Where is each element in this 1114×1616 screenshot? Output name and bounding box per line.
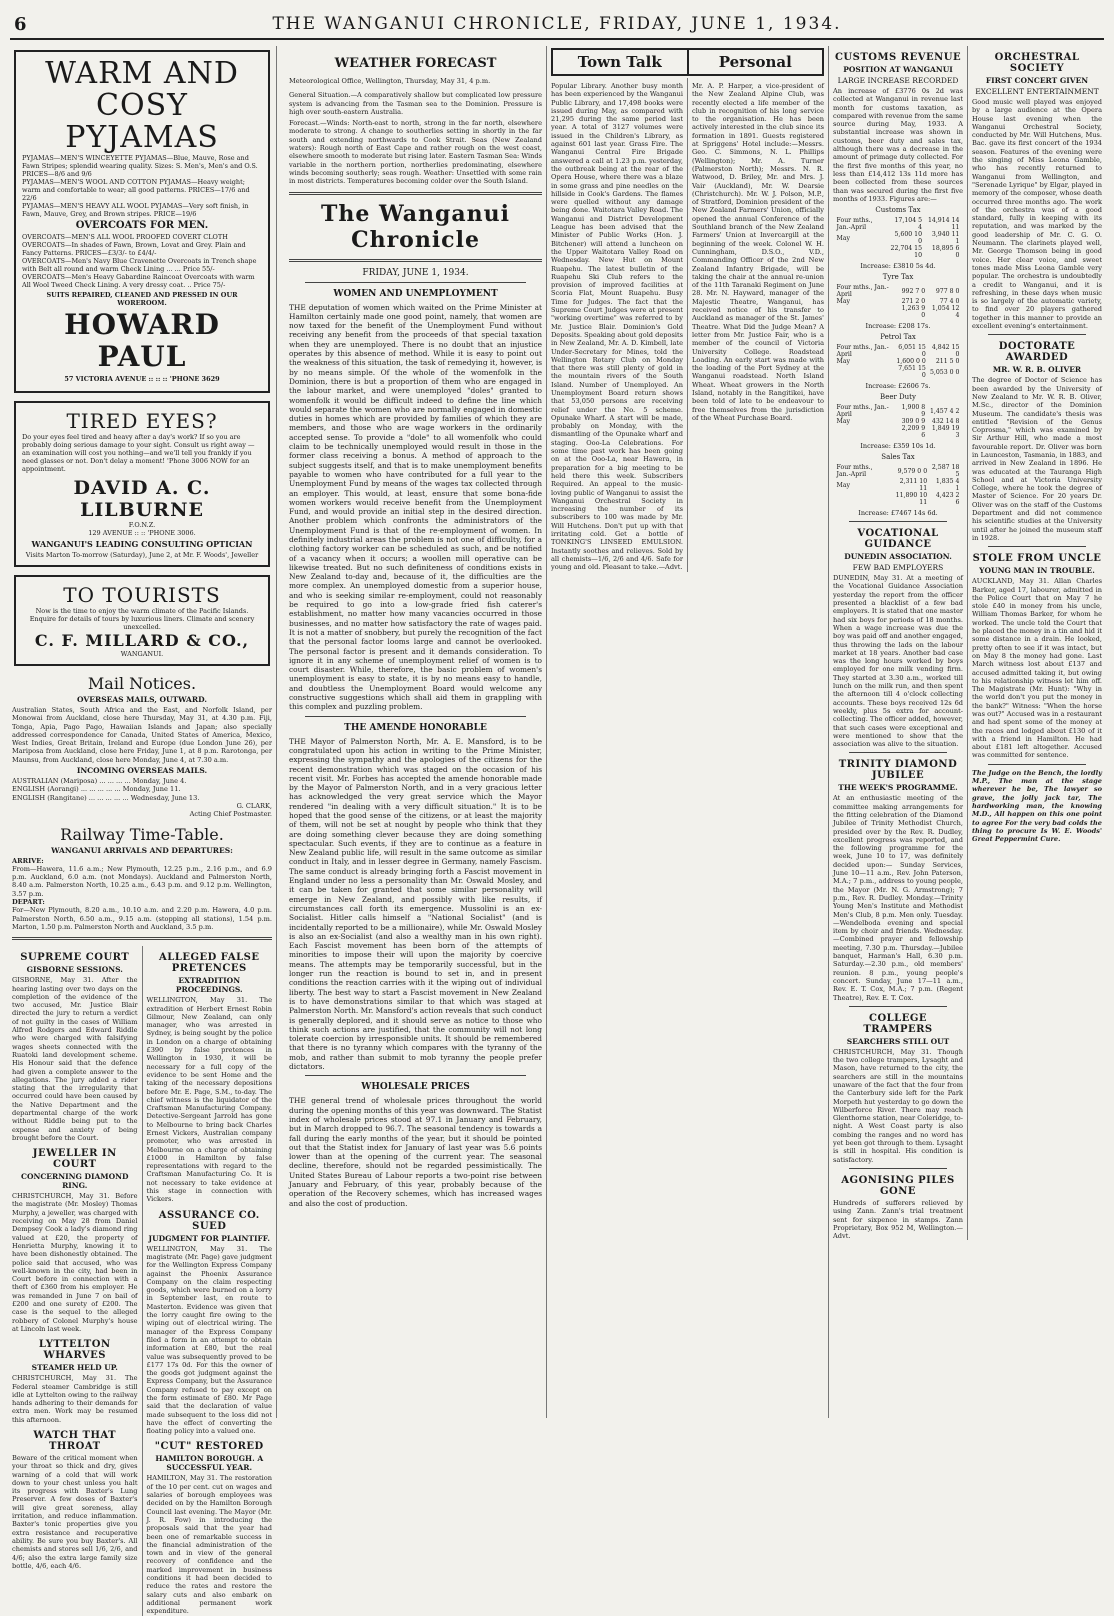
article-text: Beware of the critical moment when your throat so thick and dry, gives warning of a cold that will work down to your chest unless you halt its progress with Baxter's Lung Preserver. A few doses of Baxter's will give great soreness, allay irritation, and reduce inflammation. Baxter's tonic properties give you extra resistance and recuperative ability. Be sure you buy Baxter's. All chemists and stores sell 1/6, 2/6, and 4/6; also the extra large family size bottle, 4/6, each 4/6. (12, 1454, 138, 1570)
optician-ad (14, 401, 270, 567)
table-cell: 7,651 15 0 (898, 365, 926, 380)
table-cell: 9,579 0 0 (897, 467, 928, 475)
orchestral-sub2: EXCELLENT ENTERTAINMENT (975, 87, 1099, 96)
divider (289, 259, 542, 262)
article-text: GISBORNE, May 31. After the hearing lasting over two days on the completion of the evidence of the two accused, Mr. Justice Blair directed the jury to return a verdict of not guilty in the cases of William Alfred Rodgers and Edward Riddle who were charged with falsifying wages sheets connected with the Ruatoki land development scheme. His Honour said that the defence had given a complete answer to the allegations. The jury added a rider stating that the irregularity that occurred could have been caused by the Native Department and the departmental charge of the work without Riddle being put to the expense and anxiety of being brought before the Court. (12, 976, 138, 1142)
customs-table-title: Tyre Tax (882, 273, 914, 282)
article-text: CHRISTCHURCH, May 31. Before the magistrate (Mr. Mosley) Thomas Murphy, a jeweller, was charged with receiving on May 28 from Daniel Dempsey Cook a lady's diamond ring valued at £20, the property of Henrietta Murphy, knowing it to have been dishonestly obtained. The police said that accused, who was well-known in the city, had been in Court before in connection with a theft of £360 from his employer. He was remanded in June 7 on bail of £200 and one surety of £200. The case is the sequel to the alleged robbery of Colonel Murphy's house at Lincoln last week. (12, 1192, 138, 1333)
divider (12, 937, 272, 940)
table-cell: Four mths., Jan.-April (836, 344, 889, 359)
personal-text: Mr. A. P. Harper, a vice-president of the New Zealand Alpine Club, was recently elected a life member of the club in recognition of his long service to the organisation. He has been actively interested in the club since its formation in 1891. Guests registered at Spriggens' Hotel include:—Messrs. Geo. C. Simmons, N. L. Phillips (Wellington); Mr. A. Turner (Palmerston North); Messrs. N. R. Watwood, D. Briley, Mr. and Mrs. J. Vair (Auckland), Mr. W. Dearsie (Christchurch). Mr. W. J. Polson, M.P., of Stratford, Dominion president of the New Zealand Farmers' Union, officially opened the annual Conference of the Southland branch of the New Zealand Farmers' Union at Invercargill at the beginning of the week. Colonel W. H. Cunningham, D.S.O., V.D., Commanding Officer of the 2nd New Zealand Infantry Brigade, will be taking the chair at the annual re-union of the 11th Taranaki Regiment on June 28. Mr. N. Hayward, manager of the Majestic Theatre, Wanganui, has received notice of his transfer to Auckland as manager of the St. James' Theatre. What Did the Judge Mean? A letter from Mr. Justice Fair, who is a member of the council of Victoria University College. Roadstead Loading. An early start was made with the loading of the Port Sydney at the Wanganui roadstead. North Island Wheat. Wheat growers in the North Island, notably in the Rangitikei, have been told of late to be endeavour to free themselves from the jurisdiction of the Wheat Purchase Board. (692, 82, 824, 422)
editorial-date: FRIDAY, JUNE 1, 1934. (362, 267, 469, 278)
pyjamas-headline1: WARM AND COSY (45, 56, 239, 123)
rail-subtitle: WANGANUI ARRIVALS AND DEPARTURES: (51, 845, 233, 855)
optician-visits: Visits Marton To-morrow (Saturday), June 2, at Mr. F. Woods', Jeweller (25, 551, 259, 559)
article-text: WELLINGTON, May 31. The extradition of Herbert Ernest Robin Gilmour, New Zealand, can only manager, who was arrested in Sydney, is being sought by the police in London on a charge of obtaining £390 by false pretences in Wellington in 1930, it will be necessary for a full copy of the evidence to be sent Home and the taking of the necessary depositions before Mr. E. Page, S.M., to-day. The chief witness is the liquidator of the Craftsman Manufacturing Company. Detective-Sergeant Jarrold has gone to Melbourne to bring back Charles Ernest Vickers, Australian company promoter, who was arrested in Melbourne on a charge of obtaining £1000 in Hamilton by false representations with regard to the Craftsman Manufacturing Co. It is not necessary to take evidence at this stage in connection with Vickers. (146, 996, 272, 1204)
news-right-left (829, 46, 967, 1240)
optician-name: DAVID A. C. LILBURNE (73, 477, 211, 521)
news-split (8, 946, 276, 1615)
table-cell (835, 425, 897, 439)
customs-sub: POSITION AT WANGANUI (843, 65, 953, 74)
vocational-head: VOCATIONAL GUIDANCE (857, 528, 939, 551)
shop-address: 57 VICTORIA AVENUE :: :: :: 'PHONE 3629 (64, 375, 220, 383)
orchestral-text: Good music well played was enjoyed by a large audience at the Opera House last evening when the Wanganui Orchestral Society, conducted by Mr. Will Hutchens, Mus. Bac. gave its first concert of the 1934 season. Features of the evening were the singing of Miss Leona Gamble, who has recently returned to Wanganui from Wellington, and "Serenade Lyrique" by Elgar, played in memory of the composer, whose death occurred three months ago. The work of the orchestra was of a good standard, fully in keeping with its reputation, and was marked by the good leadership of Mr. C. G. O. Neumann. The clarinets played well, Mr. George Thomson being in good voice. Her clear voice, and sweet tones made Miss Leona Gamble very popular. The orchestra is undoubtedly a credit to Wanganui, and it is refreshing, in these days when music is so largely of the automatic variety, to find over 20 players gathered together in this manner to provide an excellent evening's entertainment. (972, 98, 1102, 331)
table-cell: 5,053 0 0 (929, 368, 960, 376)
tourists-name: C. F. MILLARD & CO., (34, 631, 250, 650)
optician-text: Do your eyes feel tired and heavy after a day's work? If so you are probably doing serious damage to your sight. Consult us right away —an examination will cost you nothing—and we'll tell you frankly if you need glasses or not. Don't delay a moment! 'Phone 3006 NOW for an appointment. (22, 433, 255, 473)
vocational-text: DUNEDIN, May 31. At a meeting of the Vocational Guidance Association yesterday the report from the officer presented a blacklist of a few bad employers. It is stated that one master had six boys for periods of 18 months. When a wage increase was due the boy was paid off and another engaged, thus throwing the lads on the labour market at 18 years. Another bad case was the long hours worked by boys employed for one milk vending firm. They started at 3.30 a.m., worked till lunch on the milk run, and then spent the afternoon till 4 o'clock collecting accounts. These boys received 12s 6d weekly, plus 5s extra for account-collecting. The officer added, however, that such cases were exceptional and were mentioned to show that the association was alive to the situation. (833, 574, 963, 749)
weather-general: General Situation.—A comparatively shallow but complicated low pressure system is advancing from the Tasman sea to the Dominion. Pressure is high over south-eastern Australia. (289, 91, 542, 116)
table-cell: 271 2 0 (901, 298, 926, 306)
tramps-head: COLLEGE TRAMPERS (863, 1012, 933, 1035)
divider (305, 716, 526, 717)
jubilee-sub: THE WEEK'S PROGRAMME. (838, 783, 958, 793)
table-cell: 11,890 10 11 (895, 492, 928, 507)
rail-title: Railway Time-Table. (60, 824, 224, 844)
column-ads (8, 46, 276, 1616)
table-row (835, 425, 962, 439)
newspaper-title: THE WANGANUI CHRONICLE, FRIDAY, JUNE 1, 1934. (272, 14, 842, 34)
table-cell (835, 305, 897, 319)
table-cell: 18,895 6 0 (931, 245, 960, 260)
table-cell: 977 8 0 (935, 287, 960, 295)
tourists-text: Now is the time to enjoy the warm climate of the Pacific Islands. Enquire for details of tours by luxurious liners. Climate and scenery unexcelled. (29, 607, 255, 631)
mail-inward-line: ENGLISH (Aorangi) ... ... ... ... ... Monday, June 11. (12, 785, 181, 794)
editorial-head: WHOLESALE PRICES (361, 1082, 470, 1093)
tramps-sub: SEARCHERS STILL OUT (846, 1036, 950, 1046)
doctorate-text: The degree of Doctor of Science has been awarded by the University of New Zealand to Mr. W. R. B. Oliver, M.Sc., director of the Dominion Museum. The candidate's thesis was entitled "Revision of the Genus Coprosma," which was examined by Sir Arthur Hill, who made a most favourable report. Dr. Oliver was born in Launceston, Tasmania, in 1883, and arrived in New Zealand in 1896. He was educated at the Tauranga High School and at Victoria University College, where he took the degree of Master of Science. For 20 years Dr. Oliver was on the staff of the Customs Department and did not commence his scientific studies at the University until after he joined the museum staff in 1928. (972, 376, 1102, 542)
article-head: "CUT" RESTORED (154, 1441, 264, 1453)
table-cell: 4,842 15 0 (931, 344, 960, 359)
customs-increase: Increase: £3810 5s 4d. (860, 262, 936, 271)
customs-increase: Increase: £359 10s 1d. (860, 442, 936, 451)
customs-table-title: Beer Duty (880, 393, 916, 402)
jubilee-text: At an enthusiastic meeting of the committee making arrangements for the fitting celebration of the Diamond Jubilee of Trinity Methodist Church, presided over by the Rev. R. Dudley, excellent progress was reported, and the following programme for the week, June 10 to 17, was definitely decided upon:— Sunday Services, June 10—11 a.m., Rev. John Paterson, M.A.; 7 p.m., address to young people, the Mayor (Mr. N. G. Armstrong); 7 p.m., Rev. R. Dudley. Monday.—Trinity Young Men's Institute and Methodist Men's Club, 8 p.m. Men only. Tuesday.—Wendelboda evening and special item by choir and friends. Wednesday.—Combined prayer and fellowship meeting, 7.30 p.m. Thursday.—Jubilee banquet, Harman's Hall, 6.30 p.m. Saturday.—2.30 p.m., old members' reunion. 8 p.m., young people's concert. Sunday, June 17—11 a.m., Rev. E. T. Cox, M.A.; 7 p.m. (Regent Theatre), Rev. E. T. Cox. (833, 794, 963, 1002)
suits-line: SUITS REPAIRED, CLEANED AND PRESSED IN OUR WOREROOM. (46, 291, 238, 307)
town-talk-split (547, 78, 828, 572)
table-row (835, 478, 962, 492)
divider (849, 521, 947, 522)
table-cell: 211 5 0 (935, 358, 960, 366)
divider (988, 546, 1086, 547)
optician-address: 129 AVENUE :: :: 'PHONE 3006. (88, 529, 196, 537)
table-cell: May (836, 481, 851, 489)
pyjamas-ad (14, 50, 270, 393)
town-talk-title: Town Talk (577, 53, 662, 71)
mail-inward-line: AUSTRALIAN (Mariposa) ... ... ... ... Monday, June 4. (12, 777, 187, 786)
divider (305, 282, 526, 283)
personal-title: Personal (687, 50, 823, 74)
table-cell (835, 245, 887, 259)
table-row (835, 358, 962, 365)
table-cell: 22,704 15 10 (890, 245, 923, 260)
divider (849, 1006, 947, 1007)
table-row (835, 404, 962, 418)
article-text: HAMILTON, May 31. The restoration of the 10 per cent. cut on wages and salaries of borough employees was decided on by the Hamilton Borough Council last evening. The Mayor (Mr. J. R. Fow) in introducing the proposals said that the year had been one of remarkable success in the financial administration of the town and in view of the general recovery of confidence and the marked improvement in business conditions it had been decided to reduce the rates and restore the salary cuts and also embark on additional permanent work expenditure. (146, 1474, 272, 1616)
stole-sub: YOUNG MAN IN TROUBLE. (979, 566, 1095, 576)
table-cell: 992 7 0 (901, 287, 926, 295)
table-cell: 14,914 14 11 (927, 217, 960, 232)
editorial-text: THE general trend of wholesale prices throughout the world during the opening months of this year was downward. The Statist index of wholesale prices stood at 97.1 in January and February, but in March dropped to 96.7. The seasonal tendency is towards a fall during the early months of the year, but it should be pointed out that the Statist index for January of last year was 5.6 points lower than at the opening of the current year. The seasonal decline, therefore, should not be regarded pessimistically. The United States Bureau of Labour reports a two-point rise between January and February, of this year, probably because of the operation of the Recovery schemes, which has increased wages and also the cost of production. (289, 1096, 542, 1208)
town-talk-left (547, 78, 687, 572)
customs-sub2: LARGE INCREASE RECORDED (837, 76, 959, 85)
pyjamas-headline2: PYJAMAS (65, 120, 219, 155)
rail-depart-head: DEPART: (12, 898, 45, 907)
table-cell: Four mths., Jan.-April (836, 284, 889, 299)
editorial-text: THE deputation of women which waited on the Prime Minister at Hamilton certainly made one good point, namely, that women are now taxed for the benefit of the Unemployment Fund without receiving any benefit from the proceeds of that special taxation when they are unemployed. There is no doubt that an injustice operates by this absence of method. While it is easy to point out the weakness of this situation, the task of remedying it, however, is by no means simple. Of the whole of the womenfolk in the Dominion, there is but a proportion of them who are engaged in the labour market, and were unemployed "doles" granted to womenfolk it would be difficult indeed to define the line which would separate the women who are normally engaged in domestic duties in homes which are provided by families of which they are members, and those who are wage workers in the ordinarily accepted sense. To provide a "dole" to all womenfolk who could claim to be technically unemployed would result in those in the former class receiving a bonus. A method of approach to the subject suggests itself, and that is to make unemployment benefits payable to women who have contributed for a full year to the Unemployment Fund by means of the wages tax collected through an employer. This would, at least, ensure that some bona-fide women workers would receive benefit from the Unemployment Fund, and would provide an initial step in the desired direction. Another problem which confronts the administrators of the Unemployment Fund is that of the re-employment of women. In definitely industrial areas the problem is not one of difficulty, for a clothing factory worker can be scheduled as such, and be notified of a vacancy when it occurs; a woollen mill operative can be likewise treated. But no such definiteness of conditions exists in New Zealand to-day and, because of it, the difficulties are the more complex. An unemployed domestic from a superior house, and who is seeking similar re-employment, could not reasonably be required to go into a low-grade fried fish caterer's establishment, no matter how many vacancies occurred in those businesses, and no matter how satisfactory the rate of wages paid. It is not a matter of snobbery, but purely the recognition of the fact that the personal factor looms large and cannot be overlooked. The personal factor is present and it demands consideration. To ignore it in any scheme of unemployment relief of women is to court disaster. While, therefore, the basic problem of women's unemployment is easy to state, it is by no means easy to handle, and doubtless the Unemployment Board would welcome any constructive suggestions which shall aid them in grappling with this complex and puzzling problem. (289, 302, 542, 712)
table-cell: Four mths., Jan.-April (836, 217, 873, 232)
table-cell: 4,423 2 6 (935, 492, 960, 507)
column-news (828, 46, 1106, 1418)
table-cell: 5,600 10 0 (894, 231, 923, 246)
orchestral-head: ORCHESTRAL SOCIETY (994, 52, 1080, 74)
rail-depart-text: For—New Plymouth, 8.20 a.m., 10.10 a.m. and 2.20 p.m. Hawera, 4.0 p.m. Palmerston North, 6.50 a.m., 9.15 a.m. (stopping all stations), 1.54 p.m. Marton, 1.50 p.m. Palmerston North and Auckland, 3.5 p.m. (12, 906, 272, 931)
editorial-head: THE AMENDE HONORABLE (344, 722, 487, 733)
overcoats-head: OVERCOATS FOR MEN. (75, 220, 209, 231)
mail-inward-head: INCOMING OVERSEAS MAILS. (76, 766, 208, 776)
table-cell: 1,457 4 2 (929, 407, 960, 415)
table-row (835, 418, 962, 425)
tourists-ad (14, 575, 270, 666)
rail-arrive-head: ARRIVE: (12, 856, 44, 865)
table-cell: 1,900 8 9 (901, 404, 926, 419)
divider (849, 752, 947, 753)
town-talk-banner (551, 48, 824, 76)
weather-title: WEATHER FORECAST (334, 56, 497, 71)
table-cell: May (836, 358, 851, 366)
column-town-talk (546, 46, 828, 1418)
editorial-text: THE Mayor of Palmerston North, Mr. A. E. Mansford, is to be congratulated upon his action in writing to the Prime Minister, expressing the sympathy and the apologies of the citizens for the recent demonstration which was staged on the occasion of his recent visit. Mr. Forbes has accepted the amende honorable made by the Mayor of Palmerston North, and in a very gracious letter has acknowledged the very great service which the Mayor rendered "in dealing with a very difficult situation." It is to be hoped that the good sense of the citizens, or at least the majority of them, will not be set at nought by people who think that they are doing something clever because they are doing something spectacular. Such events, if they are to continue as a feature in New Zealand public life, will result in the same outcome as similar conduct in Italy, and in lesser degree in Germany, namely Fascism. The same conduct is already bringing forth a Fascist movement in England under no less a personality than Mr. Oswald Mosley, and it can be taken for granted that some similar personality will emerge in New Zealand, and possibly with like results, if circumstances call forth its emergence. Mussolini is an ex-Socialist. Hitler calls himself a "National Socialist" (and is incidentally reported to be a millionaire), while Mr. Oswald Mosley is also an ex-Socialist (and also a wealthy man in his own right). Each Fascist movement has been born of the attempts of minorities to impose their will upon the majority by coercive means. The attempts may be temporarily successful, but in the longer run the reaction is bound to set in, and in present conditions the reaction carries with it the wiping out of individual liberty. The best way to start a Fascist movement in New Zealand is to have demonstrations similar to that which was staged at Palmerston North. Mr. Mansford's action reveals that such conduct is generally deplored, and it should serve as notice to those who think such actions are justified, that the community will not long tolerate coercion by irresponsible units. It should be remembered that there is no tyranny which compares with the tyranny of the mob, and rather than submit to mob tyranny the people prefer dictators. (289, 736, 542, 1072)
table-cell: Four mths., Jan.-April (836, 404, 889, 419)
table-cell: 1,849 19 3 (931, 425, 960, 440)
table-row (835, 464, 962, 478)
customs-increase: Increase: £2606 7s. (865, 382, 931, 391)
weather-forecast: Forecast.—Winds: North-east to north, strong in the far north, elsewhere moderate to strong. A change to southerlies setting in shortly in the far south and extending northwards to Cook Strait. Seas (New Zealand waters): Rough north of East Cape and rather rough on the west coast, elsewhere smooth to moderate but rising later. Eastern Tasman Sea: Winds variable in the northern portion, northerlies predominating, elsewhere winds becoming southerly; seas rough. Weather: Unsettled with some rain in most districts. Temperatures becoming colder over the South Island. (289, 119, 542, 186)
pyjamas-line: PYJAMAS—MEN'S WINCEYETTE PYJAMAS—Blue, Mauve, Rose and Fawn Stripes; splendid wearing quality. Sizes: S. Men's, Men's and O.S. PRICES—8/6 and 9/6 (22, 154, 258, 178)
table-cell: 2,209 9 6 (901, 425, 926, 440)
customs-table (835, 217, 962, 259)
table-cell: 1,835 4 1 (935, 478, 960, 493)
table-cell: 1,600 0 0 (896, 358, 926, 366)
article-text: WELLINGTON, May 31. The magistrate (Mr. Page) gave judgment for the Wellington Express Company against the Phoenix Assurance Company on the claim respecting goods, which were burned on a lorry in September last, en route to Masterton. Evidence was given that the lorry caught fire owing to the wiping out of electrical wiring. The manager of the Express Company filed a form in an attempt to obtain information at £80, but the real value was subsequently proved to be £177 17s 0d. For this the owner of the goods got judgment against the Express Company, but the Assurance Company refused to pay except on the form estimate of £80. Mr Page said that the declaration of value made subsequent to the loss did not have the effect of converting the floating policy into a valued one. (146, 1244, 272, 1436)
customs-table (835, 404, 962, 439)
weather-source: Meteorological Office, Wellington, Thursday, May 31, 4 p.m. (289, 77, 491, 85)
article-sub: EXTRADITION PROCEEDINGS. (175, 976, 243, 995)
town-talk-text: Popular Library. Another busy month has been experienced by the Wanganui Public Library, and 17,498 books were issued during May, as compared with 21,295 during the same period last year. A total of 3127 volumes were issued in the Children's Library, as against 601 last year. Grass Fire. The Wanganui Central Fire Brigade answered a call at 1.23 p.m. yesterday, the outbreak being at the rear of the Opera House, where there was a blaze in some grass and pine needles on the hillside in Cook's Gardens. The flames were quelled without any damage being done. Waitotara Valley Road. The Wanganui and District Development League has been advised that the Minister of Public Works (Hon. J. Bitchener) will attend a luncheon on the Upper Waitotara Valley Road on Wednesday. New Hut on Mount Ruapehu. The latest bulletin of the Ruapehu Ski Club refers to the provision of improved facilities at Scoria Flat, Mount Ruapehu. Busy Time for Judges. The fact that the Supreme Court Judges were at present "working overtime" was referred to by Mr. Justice Blair. Dominion's Gold Deposits. Speaking about gold deposits in New Zealand, Mr. A. D. Kimbell, late Under-Secretary for Mines, told the Wellington Rotary Club on Monday that there was still plenty of gold in the mountain rivers of the South Island. Number of Unemployed. An Unemployment Board return shows that 53,050 persons are receiving relief under the No. 5 scheme. Opunake Wharf. A start will be made, probably on Monday, with the dismantling of the Opunake wharf and staging. Ooo-La Celebrations. For some time past work has been going on at the Ooo-La, near Hawera, in preparation for a big meeting to be held there this week. Subscribers Required. An appeal to the music-loving public of Wanganui to assist the Wanganui Orchestral Society in increasing the number of its subscribers to 100 was made by Mr. Will Hutchens. Don't put up with that irritating cold. Get a bottle of TONKING'S LINSEED EMULSION. Instantly soothes and relieves. Sold by all chemists—1/6, 2/6 and 4/6. Safe for young and old. Pleasant to take.—Advt. (551, 82, 683, 572)
optician-quals: F.O.N.Z. (128, 521, 156, 529)
town-talk-right (687, 78, 828, 572)
table-cell: 2,587 18 5 (931, 464, 960, 479)
rail-arrive-text: From—Hawera, 11.6 a.m.; New Plymouth, 12.25 p.m., 2.16 p.m., and 6.9 p.m. Auckland, 6.0 a.m. (not Mondays). Auckland and Palmerston North, 8.40 a.m. Palmerston North, 10.25 a.m., 6.43 p.m. and 9.12 p.m. Wellington, 3.57 p.m. (12, 864, 272, 898)
table-cell (835, 365, 895, 379)
piles-head: AGONISING PILES GONE (841, 1174, 955, 1197)
optician-tagline: WANGANUI'S LEADING CONSULTING OPTICIAN (31, 539, 253, 549)
customs-table-title: Petrol Tax (880, 333, 916, 342)
customs-table (835, 344, 962, 379)
optician-headline: TIRED EYES? (66, 409, 218, 433)
divider (305, 1075, 526, 1076)
article-head: ASSURANCE CO. SUED (158, 1209, 260, 1232)
tourists-headline: TO TOURISTS (63, 583, 221, 607)
overcoat-line: OVERCOATS—MEN'S ALL WOOL PROOFED COVERT CLOTH OVERCOATS—In shades of Fawn, Brown, Lovat and Grey. Plain and Fancy Patterns. PRICES—£3/3/- to £4/4/- (22, 233, 246, 257)
article-sub: JUDGMENT FOR PLAINTIFF. (148, 1233, 270, 1243)
divider (988, 764, 1086, 765)
article-sub: STEAMER HELD UP. (31, 1363, 118, 1373)
news-split-right (142, 946, 277, 1615)
news-right-split (829, 46, 1106, 1240)
article-head: ALLEGED FALSE PRETENCES (159, 952, 260, 975)
orchestral-sub: FIRST CONCERT GIVEN (985, 76, 1089, 85)
table-cell: 3,940 11 1 (931, 231, 960, 246)
mail-outward-text: Australian States, South Africa and the East, and Norfolk Island, per Monowai from Auckland, close here Thursday, May 31, at 4.30 p.m. Fiji, Tonga, Apia, Pago Pago, Hawaiian Islands and Japan; also specially addressed correspondence for Canada, United States of America, Mexico, West Indies, Great Britain, Ireland and Europe (due London June 26), per Mariposa from Auckland, close here Friday, June 1, at 8 p.m. Rarotonga, per Maunsu, from Auckland, close here Monday, June 4, at 7.30 a.m. (12, 706, 272, 764)
table-row (835, 231, 962, 245)
news-right-right (967, 46, 1106, 1240)
table-row (835, 298, 962, 305)
table-cell: May (836, 418, 851, 426)
article-sub: CONCERNING DIAMOND RING. (20, 1172, 129, 1191)
customs-tables (829, 206, 967, 517)
mail-inward-line: ENGLISH (Rangitane) ... ... ... ... ... Wednesday, June 13. (12, 793, 200, 802)
table-cell: 1,054 12 4 (931, 305, 960, 320)
divider (289, 192, 542, 195)
customs-head: CUSTOMS REVENUE (834, 52, 962, 63)
table-cell: 2,311 10 11 (899, 478, 928, 493)
news-split-left (8, 946, 142, 1615)
mail-outward-head: OVERSEAS MAILS, OUTWARD. (77, 695, 207, 704)
article-head: JEWELLER IN COURT (32, 1148, 117, 1171)
piles-text: Hundreds of sufferers relieved by using Zann. Zann's trial treatment sent for sixpence in stamps. Zann Proprietary, Box 952 M, Wellington.—Advt. (833, 1198, 963, 1241)
doctorate-sub: MR. W. R. B. OLIVER (992, 365, 1082, 375)
table-cell: 77 4 0 (939, 298, 960, 306)
shop-name: HOWARD PAUL (64, 308, 220, 373)
table-cell (835, 492, 891, 506)
tourists-town: WANGANUI. (120, 650, 164, 658)
pyjamas-line: PYJAMAS—MEN'S HEAVY ALL WOOL PYJAMAS—Very soft finish, in Fawn, Mauve, Grey, and Brown stripes. PRICE—19/6 (22, 202, 249, 218)
stole-text: AUCKLAND, May 31. Allan Charles Barker, aged 17, labourer, admitted in the Police Court that on May 7 he stole £40 in money from his uncle, William Thomas Barker, for whom he worked. The uncle told the Court that he placed the money in a tin and hid it some distance in a drain. He looked, pretty often to see if it was intact, but on May 8 the money had gone. Last March witness lost about £137 and accused admitted taking it, but owing to his relationship witness let him off. The Magistrate (Mr. Hunt): "Why in the world don't you put the money in the bank?" Witness: "When the horse was out?" Accused was in a restaurant and had spent some of the money at the races and lodged about £130 of it with a friend in Hamilton. He had about £181 left altogether. Accused was committed for sentence. (972, 577, 1102, 760)
article-head: LYTTELTON WHARVES (38, 1339, 111, 1362)
table-cell: 17,104 5 4 (894, 217, 923, 232)
divider (988, 334, 1086, 335)
masthead-rule (10, 38, 1104, 40)
paper-name: The Wanganui Chronicle (320, 200, 511, 253)
table-cell: May (836, 298, 851, 306)
table-cell: 1,263 9 0 (901, 305, 926, 320)
customs-intro: An increase of £3776 0s 2d was collected at Wanganui in revenue last month for customs taxation, as compared with revenue from the same source during May, 1933. A substantial increase was shown in customs, beer duty and sales tax, although there was a decrease in the amount of primage duty collected. For the first five months of this year, no less than £14,412 13s 11d more has been collected from these sources than was secured during the first five months of 1933. Figures are:— (833, 87, 963, 203)
customs-increase: Increase: £7467 14s 6d. (858, 509, 938, 518)
doctorate-head: DOCTORATE AWARDED (998, 341, 1076, 364)
table-cell: May (836, 234, 851, 242)
customs-table-title: Customs Tax (875, 206, 921, 215)
article-head: WATCH THAT THROAT (33, 1430, 117, 1452)
customs-table (835, 284, 962, 319)
table-cell: 6,051 15 0 (898, 344, 926, 359)
table-row (835, 217, 962, 231)
tramps-text: CHRISTCHURCH, May 31. Though the two college trampers, Lysaght and Mason, have returned to the city, the searchers are still in the mountains unaware of the fact that the four from the Canterbury side left for the Park Morpeth hut yesterday to go down the Wilberforce River. There may reach Glenthorne station, near Coleridge, to-night. A West Coast party is also combing the ranges and no word has yet been got through to them. Lysaght is still in hospital. His condition is satisfactory. (833, 1047, 963, 1164)
article-head: SUPREME COURT (20, 952, 130, 964)
page-number: 6 (14, 14, 27, 35)
table-row (835, 245, 962, 259)
customs-increase: Increase: £208 17s. (865, 322, 931, 331)
table-cell: Four mths., Jan.-April (836, 464, 873, 479)
mail-title: Mail Notices. (87, 674, 197, 693)
editorial-head: WOMEN AND UNEMPLOYMENT (333, 288, 498, 299)
mail-signoff: G. CLARK, (236, 801, 272, 810)
mail-signoff-role: Acting Chief Postmaster. (189, 810, 272, 819)
table-row (835, 344, 962, 358)
article-text: CHRISTCHURCH, May 31. The Federal steamer Cambridge is still idle at Lyttelton owing to the railway hands adhering to their demands for extra men. Work may be resumed this afternoon. (12, 1374, 138, 1424)
masthead (0, 0, 1114, 38)
stole-head: STOLE FROM UNCLE (972, 553, 1102, 565)
jubilee-head: TRINITY DIAMOND JUBILEE (838, 759, 958, 782)
table-row (835, 284, 962, 298)
table-row (835, 305, 962, 319)
divider (849, 1168, 947, 1169)
table-row (835, 365, 962, 379)
customs-table-title: Sales Tax (881, 453, 915, 462)
pyjamas-line: PYJAMAS—MEN'S WOOL AND COTTON PYJAMAS—Heavy weight; warm and comfortable to wear; all good patterns. PRICES—17/6 and 22/6 (22, 178, 250, 202)
article-sub: GISBORNE SESSIONS. (26, 965, 123, 975)
article-sub: HAMILTON BOROUGH. A SUCCESSFUL YEAR. (155, 1454, 264, 1473)
column-editorial (276, 46, 546, 1418)
peppermint-verse: The Judge on the Bench, the lordly M.P., The man at the stage wherever he be, The lawyer so grave, the jolly jack tar, The hardworking man, the knowing M.D., All happen on this one point to agree For the very bad colds the thing to procure Is W. E. Woods' Great Peppermint Cure. (972, 768, 1102, 844)
table-cell: 432 14 8 (931, 418, 960, 426)
table-row (835, 492, 962, 506)
vocational-sub2: FEW BAD EMPLOYERS (852, 563, 944, 573)
customs-table (835, 464, 962, 506)
table-cell: 309 0 9 (901, 418, 926, 426)
overcoat-line: OVERCOATS—Men's Heavy Gabardine Raincoat Overcoats with warm All Wool Tweed Check Lining. A very dressy coat. .. Price 75/- (22, 273, 255, 289)
vocational-sub: DUNEDIN ASSOCIATION. (844, 552, 952, 562)
overcoat-line: OVERCOATS—Men's Navy Blue Cravenette Overcoats in Trench shape with Belt all round and warm Check Lining ... ... Price 55/- (22, 257, 257, 273)
